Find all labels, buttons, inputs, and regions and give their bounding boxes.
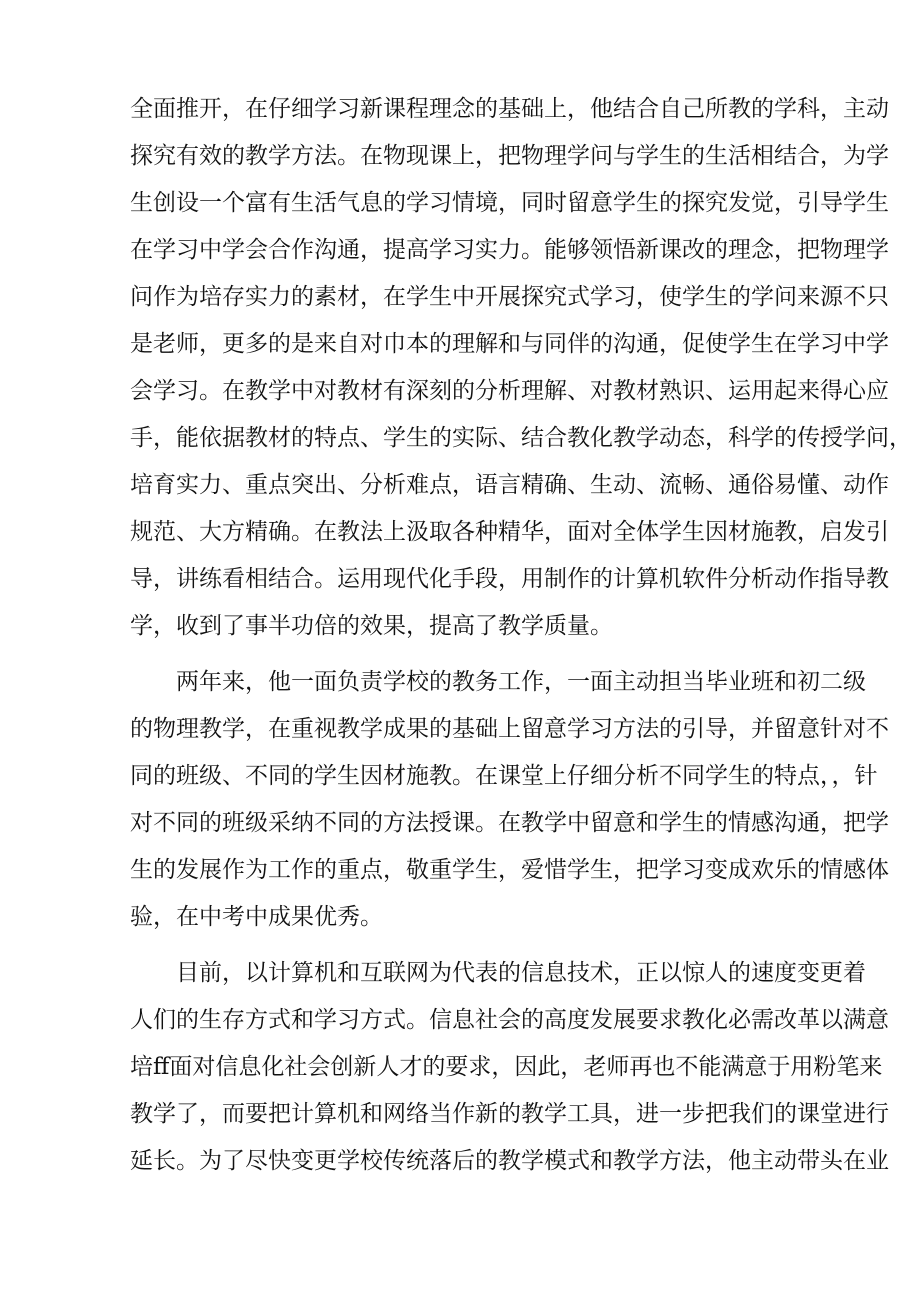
text-line: 延长。为了尽快变更学校传统落后的教学模式和教学方法，他主动带头在业 bbox=[130, 1148, 889, 1174]
text-line: 手，能依据教材的特点、学生的实际、结合教化教学动态，科学的传授学问， bbox=[130, 425, 912, 451]
paragraph-gap bbox=[130, 941, 835, 950]
text-line: 探究有效的教学方法。在物现课上，把物理学问与学生的生活相结合，为学 bbox=[130, 143, 889, 169]
text-line: 目前，以计算机和互联网为代表的信息技术，正以惊人的速度变更着 bbox=[176, 960, 866, 986]
text-line: 生创设一个富有生活气息的学习情境，同时留意学生的探究发觉，引导学生 bbox=[130, 190, 889, 216]
text-line: 导，讲练看相结合。运用现代化手段，用制作的计算机软件分析动作指导教 bbox=[130, 566, 889, 592]
text-line: 问作为培存实力的素材，在学生中开展探究式学习，使学生的学问来源不只 bbox=[130, 284, 889, 310]
text-line: 生的发展作为工作的重点，敬重学生，爱惜学生，把学习变成欢乐的情感体 bbox=[130, 857, 889, 883]
text-line: 教学了，而要把计算机和网络当作新的教学工具，进一步把我们的课堂进行 bbox=[130, 1101, 889, 1127]
text-line: 培ff面对信息化社会创新人才的要求，因此，老师再也不能满意于用粉笔来 bbox=[130, 1054, 883, 1080]
text-line: 全面推开，在仔细学习新课程理念的基础上，他结合自己所教的学科，主动 bbox=[130, 96, 889, 122]
text-line: 学，收到了事半功倍的效果，提高了教学质量。 bbox=[130, 613, 613, 639]
paragraph-1 bbox=[130, 86, 912, 650]
text-line: 规范、大方精确。在教法上汲取各种精华，面对全体学生因材施教，启发引 bbox=[130, 519, 889, 545]
text-line: 的物理教学，在重视教学成果的基础上留意学习方法的引导，并留意针对不 bbox=[130, 716, 889, 742]
text-line: 人们的生存方式和学习方式。信息社会的高度发展要求教化必需改革以满意 bbox=[130, 1007, 889, 1033]
text-line: 验，在中考中成果优秀。 bbox=[130, 904, 383, 930]
text-line: 是老师，更多的是来自对巾本的理解和与同伴的沟通，促使学生在学习中学 bbox=[130, 331, 889, 357]
text-line: 培育实力、重点突出、分析难点，语言精确、生动、流畅、通俗易懂、动作 bbox=[130, 472, 889, 498]
text-line: 两年来，他一面负责学校的教务工作，一面主动担当毕业班和初二级 bbox=[176, 669, 866, 695]
document-body bbox=[130, 86, 912, 1185]
text-line: 会学习。在教学中对教材有深刻的分析理解、对教材熟识、运用起来得心应 bbox=[130, 378, 889, 404]
paragraph-3 bbox=[130, 950, 889, 1185]
text-line: 在学习中学会合作沟通，提高学习实力。能够领悟新课改的理念，把物理学 bbox=[130, 237, 889, 263]
text-line: 对不同的班级采纳不同的方法授课。在教学中留意和学生的情感沟通，把学 bbox=[130, 810, 889, 836]
paragraph-gap bbox=[130, 650, 835, 659]
text-line: 同的班级、不同的学生因材施教。在课堂上仔细分析不同学生的特点，，针 bbox=[130, 763, 878, 789]
paragraph-2 bbox=[130, 659, 889, 941]
